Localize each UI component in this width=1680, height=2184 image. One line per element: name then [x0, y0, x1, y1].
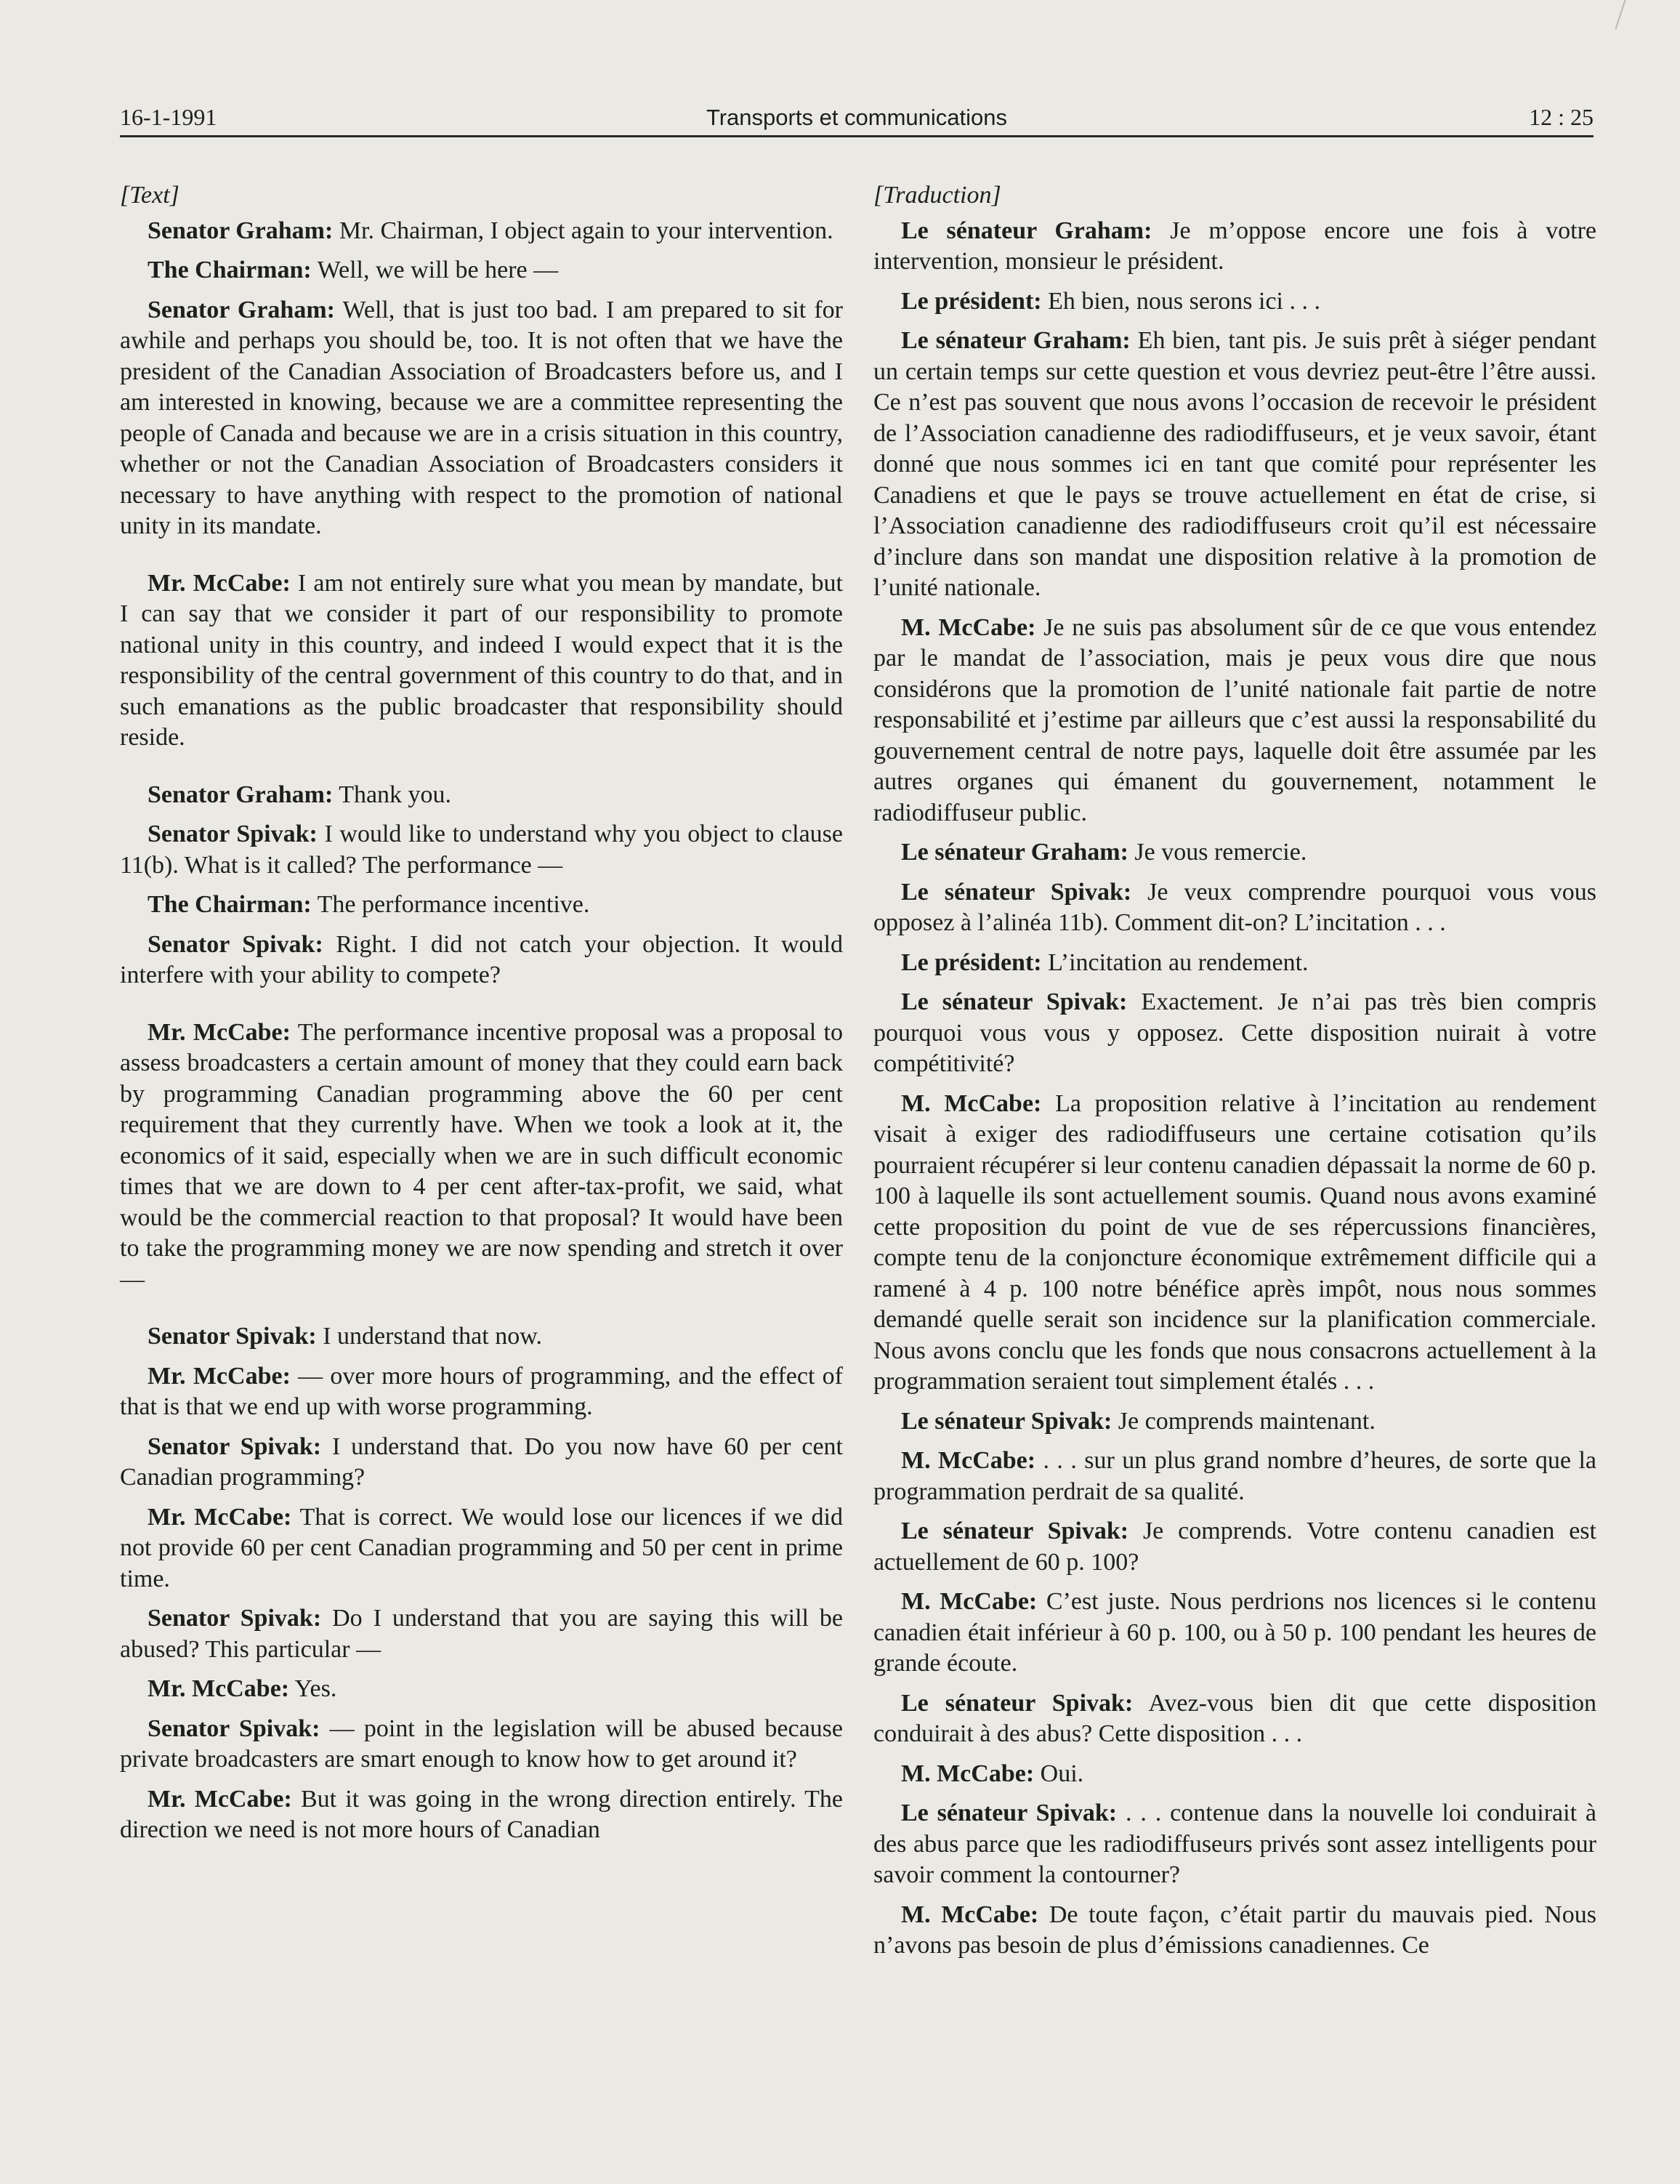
transcript-paragraph	[873, 613, 1596, 829]
speaker-name: Le sénateur Spivak:	[901, 1407, 1112, 1435]
speaker-name: Le président:	[901, 948, 1042, 976]
speech-text: That is correct. We would lose our licences if we did not provide 60 per cent Canadian programming and 50 per cent in prime time.	[120, 1503, 843, 1592]
transcript-paragraph	[120, 568, 843, 754]
speaker-name: Le président:	[901, 287, 1042, 315]
speaker-name: M. McCabe:	[901, 613, 1036, 641]
speaker-name: M. McCabe:	[901, 1447, 1036, 1474]
transcript-paragraph	[873, 1406, 1596, 1438]
speech-text: La proposition relative à l’incitation au rendement visait à exiger des radiodiffuseurs une certaine cotisation qu’ils pourraient récupérer si leur contenu canadien dépassait la norme de 60 p. 100 à laquelle ils sont actuellement soumis. Quand nous avons examiné cette proposition du point de vue de ses répercussions financières, compte tenu de la conjoncture économique extrêmement difficile qui a ramené à 4 p. 100 notre bénéfice après impôt, nous nous sommes demandé quelle serait son incidence sur la planification commerciale. Nous avons conclu que les fonds que nous consacrons actuellement à la programmation seraient tout simplement étalés . . .	[873, 1089, 1596, 1395]
transcript-paragraph	[120, 1674, 843, 1705]
transcript-paragraph	[873, 1446, 1596, 1507]
transcript-paragraph	[120, 1432, 843, 1494]
transcript-paragraph	[120, 890, 843, 921]
speaker-name: Le sénateur Spivak:	[901, 1518, 1129, 1544]
speaker-name: Senator Spivak:	[148, 930, 323, 958]
french-column	[873, 180, 1596, 1970]
speaker-name: Senator Spivak:	[148, 1605, 322, 1632]
speaker-name: Senator Spivak:	[148, 1714, 320, 1742]
speaker-name: Le sénateur Graham:	[901, 839, 1128, 866]
transcript-paragraph	[120, 780, 843, 811]
speaker-name: Mr. McCabe:	[148, 1018, 291, 1046]
speaker-name: Senator Graham:	[148, 217, 334, 244]
speech-text: — over more hours of programming, and the effect of that is that we end up with worse programming.	[120, 1362, 843, 1420]
transcript-paragraph	[120, 295, 843, 542]
transcript-paragraph	[873, 1516, 1596, 1578]
speaker-name: The Chairman:	[148, 891, 312, 918]
speech-text: Je comprends. Votre contenu canadien est actuellement de 60 p. 100?	[873, 1518, 1596, 1576]
transcript-paragraph	[873, 877, 1596, 939]
speaker-name: Le sénateur Spivak:	[901, 878, 1132, 906]
speaker-name: M. McCabe:	[901, 1588, 1038, 1615]
speaker-name: Mr. McCabe:	[148, 1675, 290, 1702]
speech-text: Eh bien, nous serons ici . . .	[1041, 287, 1320, 315]
speaker-name: The Chairman:	[148, 257, 312, 283]
transcript-paragraph	[873, 948, 1596, 979]
transcript-paragraph	[873, 1688, 1596, 1750]
speaker-name: Senator Spivak:	[148, 1323, 317, 1350]
speech-text: I would like to understand why you object to clause 11(b). What is it called? The performance —	[120, 821, 843, 879]
transcript-paragraph	[120, 1361, 843, 1423]
speech-text: L’incitation au rendement.	[1041, 948, 1309, 976]
speech-text: Je comprends maintenant.	[1112, 1407, 1376, 1435]
speech-text: But it was going in the wrong direction entirely. The direction we need is not more hours of Canadian	[120, 1785, 843, 1843]
page-header	[120, 100, 1594, 137]
speaker-name: Senator Graham:	[148, 781, 334, 808]
transcript-paragraph	[873, 837, 1596, 869]
speech-text: Right. I did not catch your objection. It would interfere with your ability to compete?	[120, 930, 843, 988]
header-page-number: 12 : 25	[1529, 104, 1594, 130]
speaker-name: Mr. McCabe:	[148, 569, 291, 597]
transcript-paragraph	[873, 216, 1596, 278]
speech-text: Yes.	[289, 1675, 337, 1702]
speech-text: I understand that. Do you now have 60 per cent Canadian programming?	[120, 1433, 843, 1491]
section-label-text: [Text]	[120, 182, 179, 209]
header-date: 16-1-1991	[120, 104, 217, 130]
speech-text: Avez-vous bien dit que cette disposition conduirait à des abus? Cette disposition . . .	[873, 1689, 1596, 1747]
transcript-paragraph	[120, 216, 843, 247]
speaker-name: M. McCabe:	[901, 1760, 1035, 1787]
transcript-paragraph	[873, 1587, 1596, 1680]
speech-text: I understand that now.	[316, 1323, 543, 1350]
transcript-paragraph	[873, 1759, 1596, 1790]
speaker-name: Le sénateur Spivak:	[901, 1689, 1134, 1717]
transcript-paragraph	[873, 326, 1596, 604]
transcript-paragraph	[873, 1089, 1596, 1398]
speaker-name: M. McCabe:	[901, 1089, 1042, 1117]
transcript-paragraph	[120, 1714, 843, 1776]
speech-text: Eh bien, tant pis. Je suis prêt à siéger pendant un certain temps sur cette question et vous devriez peut-être l’être aussi. Ce n’est pas souvent que nous avons l’occasion de recevoir le président de l’Association canadienne des radiodiffuseurs, et je veux savoir, étant donné que nous sommes ici en tant que comité pour représenter les Canadiens et que le pays se trouve actuellement en état de crise, si l’Association canadienne des radiodiffuseurs croit qu’il est nécessaire d’inclure dans son mandat une disposition relative à la promotion de l’unité nationale.	[873, 327, 1596, 601]
speaker-name: Senator Spivak:	[148, 821, 318, 847]
page-corner-mark	[1615, 0, 1645, 29]
speech-text: Je ne suis pas absolument sûr de ce que vous entendez par le mandat de l’association, mais je peux vous dire que nous considérons que la promotion de l’unité nationale fait partie de notre responsabilité et j’estime par ailleurs que c’est aussi la responsabilité du gouvernement central de notre pays, laquelle doit être assumée par les autres organes qui émanent du gouvernement, notamment le radiodiffuseur public.	[873, 613, 1596, 826]
transcript-paragraph	[873, 286, 1596, 318]
speech-text: Je m’oppose encore une fois à votre intervention, monsieur le président.	[873, 217, 1596, 275]
speech-text: De toute façon, c’était partir du mauvais pied. Nous n’avons pas besoin de plus d’émissions canadiennes. Ce	[873, 1901, 1596, 1959]
speech-text: The performance incentive proposal was a proposal to assess broadcasters a certain amount of money that they could earn back by programming Canadian programming above the 60 per cent requirement that they currently have. When we took a look at it, the economics of it said, especially when we are in such difficult economic times that we are down to 4 per cent after-tax-profit, we said, what would be the commercial reaction to that proposal? It would have been to take the programming money we are now spending and stretch it over —	[120, 1018, 843, 1293]
transcript-paragraph	[120, 819, 843, 881]
speech-text: Well, that is just too bad. I am prepared to sit for awhile and perhaps you should be, too. It is not often that we have the president of the Canadian Association of Broadcasters before us, and I am interested in knowing, because we are a committee representing the people of Canada and because we are in a crisis situation in this country, whether or not the Canadian Association of Broadcasters considers it necessary to have anything with respect to the promotion of national unity in its mandate.	[120, 296, 843, 539]
speaker-name: Senator Graham:	[148, 296, 335, 323]
header-title: Transports et communications	[706, 105, 1008, 130]
speech-text: Oui.	[1034, 1760, 1084, 1787]
speaker-name: Mr. McCabe:	[148, 1503, 292, 1531]
speech-text: Do I understand that you are saying this will be abused? This particular —	[120, 1605, 843, 1663]
transcript-paragraph	[120, 1502, 843, 1595]
speaker-name: Le sénateur Graham:	[901, 327, 1131, 354]
speaker-name: Le sénateur Spivak:	[901, 1800, 1118, 1826]
speech-text: . . . contenue dans la nouvelle loi conduirait à des abus parce que les radiodiffuseurs privés sont assez intelligents pour savoir comment la contourner?	[873, 1800, 1597, 1888]
english-column	[120, 180, 843, 1855]
transcript-paragraph	[873, 1798, 1596, 1891]
speech-text: . . . sur un plus grand nombre d’heures, de sorte que la programmation perdrait de sa qualité.	[873, 1447, 1596, 1505]
speech-text: Je vous remercie.	[1128, 839, 1307, 866]
speech-text: Exactement. Je n’ai pas très bien compris pourquoi vous vous y opposez. Cette disposition nuirait à votre compétitivité?	[873, 988, 1597, 1077]
transcript-paragraph	[120, 1018, 843, 1296]
speaker-name: Le sénateur Graham:	[901, 217, 1152, 244]
section-label-traduction: [Traduction]	[873, 182, 1001, 209]
speech-text: C’est juste. Nous perdrions nos licences si le contenu canadien était inférieur à 60 p. 100, ou à 50 p. 100 pendant les heures de grande écoute.	[873, 1588, 1596, 1677]
transcript-paragraph	[120, 1603, 843, 1665]
transcript-paragraph	[120, 1784, 843, 1846]
transcript-paragraph	[873, 1900, 1596, 1962]
speech-text: — point in the legislation will be abused because private broadcasters are smart enough to know how to get around it?	[120, 1714, 843, 1773]
speech-text: The performance incentive.	[311, 891, 590, 918]
transcript-paragraph	[120, 930, 843, 991]
speech-text: I am not entirely sure what you mean by mandate, but I can say that we consider it part of our responsibility to promote national unity in this country, and indeed I would expect that it is the responsibility of the central government of this country to do that, and in such emanations as the public broadcaster that responsibility should reside.	[120, 569, 843, 751]
speaker-name: M. McCabe:	[901, 1901, 1039, 1928]
speech-text: Mr. Chairman, I object again to your intervention.	[333, 217, 833, 244]
transcript-paragraph	[120, 1321, 843, 1353]
speaker-name: Mr. McCabe:	[148, 1785, 292, 1813]
speaker-name: Senator Spivak:	[148, 1433, 322, 1460]
speech-text: Well, we will be here —	[311, 257, 559, 283]
speech-text: Je veux comprendre pourquoi vous vous opposez à l’alinéa 11b). Comment dit-on? L’incitation . . .	[873, 878, 1596, 936]
speech-text: Thank you.	[333, 781, 452, 808]
transcript-paragraph	[120, 255, 843, 286]
speaker-name: Mr. McCabe:	[148, 1362, 291, 1390]
speaker-name: Le sénateur Spivak:	[901, 988, 1128, 1015]
transcript-paragraph	[873, 987, 1596, 1080]
